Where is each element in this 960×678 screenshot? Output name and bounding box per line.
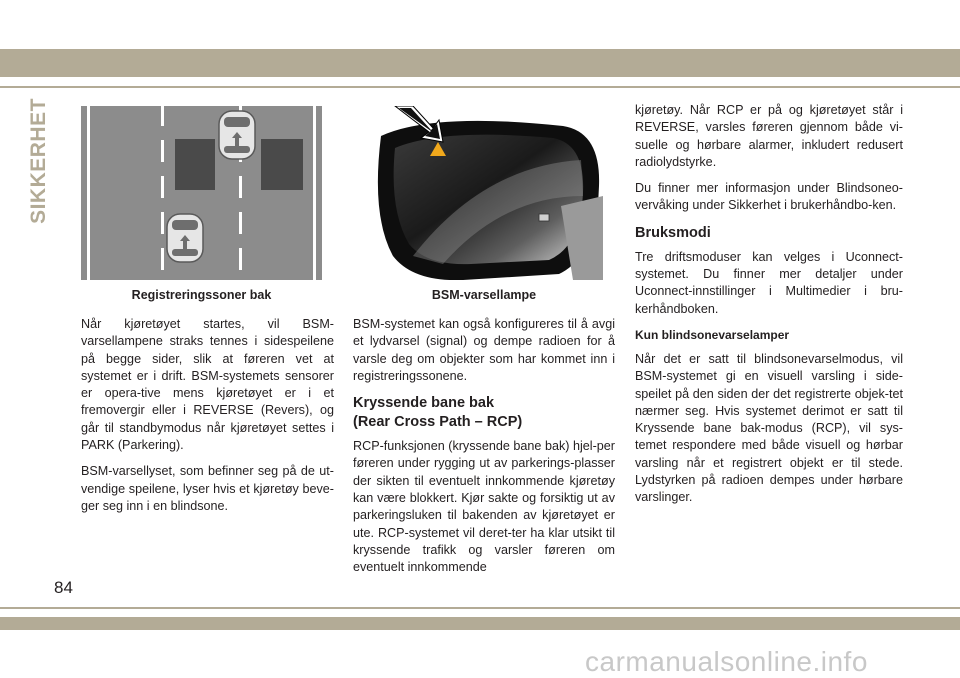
- text-column-1: [81, 316, 334, 524]
- watermark: carmanualsonline.info: [585, 646, 868, 677]
- header-band: [0, 49, 960, 77]
- text-column-2: [353, 316, 615, 586]
- paragraph: RCP-funksjonen (kryssende bane bak) hjel-per føreren under rygging ut av parkerings-plasser der sikten til eventuelt innkommende kjøretøy kan være blokkert. Kjør sakte og forsiktig ut av parkeringsluken til bakenden av kjøretøyet er ute. RCP-systemet vil deret-ter ha klar utsikt til kryssende trafikk og varsler føreren om eventuelt innkommende: [353, 439, 615, 575]
- footer-rule: [0, 607, 960, 609]
- text-column-3: [635, 102, 903, 516]
- figure-caption-right: BSM-varsellampe: [431, 288, 537, 302]
- paragraph: Når det er satt til blindsonevarselmodus, vil BSM-systemet gi en visuell varsling i side-speilet på den siden der det registrerte objek-tet nærmer seg. Hvis systemet derimot er satt til Kryssende bane bak-modus (RCP), vil sys-temet respondere med både visuell og hørbar varsling når et registrert objekt er til stede. Lydstyrken på radioen dempes under hørbare varslinger.: [635, 351, 903, 505]
- bsm-lamp-figure: [353, 106, 603, 280]
- section-tab-label: SIKKERHET: [27, 98, 50, 224]
- car-front: [219, 111, 255, 159]
- heading-line: (Rear Cross Path – RCP): [353, 414, 523, 431]
- paragraph: BSM-systemet kan også konfigureres til å avgi et lydvarsel (signal) og dempe radioen for å varsle deg om objekter som har kommet inn i registreringssonene.: [353, 317, 615, 383]
- section-tab: [27, 98, 50, 224]
- car-rear: [167, 214, 203, 262]
- paragraph: BSM-varsellyset, som befinner seg på de ut-vendige speilene, lyser hvis et kjøretøy beve-ger seg inn i en blindsone.: [81, 464, 334, 513]
- paragraph: kjøretøy. Når RCP er på og kjøretøyet står i REVERSE, varsles føreren gjennom både vi-suelle og hørbare alarmer, inkludert redusert radiolydstyrke.: [635, 103, 903, 169]
- detection-zones-figure: [81, 106, 322, 280]
- figure-caption-left: Registreringssoner bak: [131, 288, 272, 302]
- paragraph: Tre driftsmoduser kan velges i Uconnect-systemet. Du finner mer detaljer under Uconnect-innstillinger i Multimedier i bru-kerhåndboken.: [635, 249, 903, 316]
- detection-zones-illustration: [81, 106, 322, 280]
- heading-line: Kryssende bane bak: [353, 395, 495, 412]
- section-heading: Bruksmodi: [635, 224, 711, 241]
- page-number: 84: [54, 578, 73, 597]
- paragraph: Du finner mer informasjon under Blindsoneo-vervåking under Sikkerhet i brukerhåndbo-ken.: [635, 181, 903, 213]
- footer-band: [0, 617, 960, 630]
- paragraph: Når kjøretøyet startes, vil BSM-varsellampene straks tennes i sidespeilene på begge sider, slik at føreren vet at systemet er i drift. BSM-systemets sensorer er opera-tive mens kjøretøyet er i et fremovergir eller i REVERSE (Revers), og går til standbymodus når kjøretøyet settes i PARK (Parkering).: [81, 317, 334, 453]
- subheading: Kun blindsonevarselamper: [635, 327, 790, 342]
- section-heading: [353, 394, 615, 432]
- header-rule: [0, 86, 960, 88]
- mirror-illustration: [353, 106, 603, 280]
